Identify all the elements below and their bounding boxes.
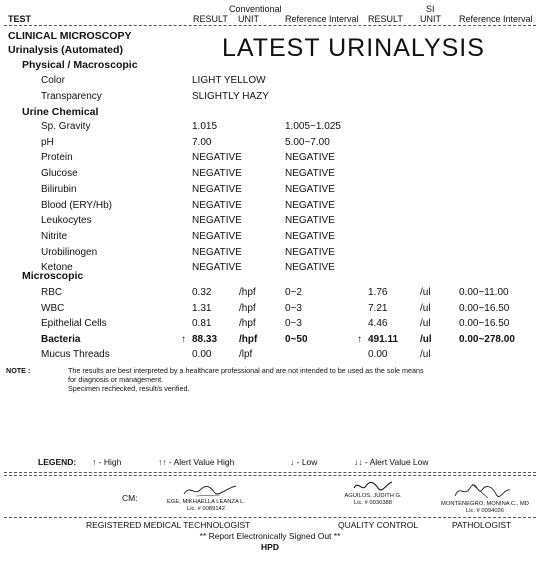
medtech-name: EGE, MIKHAELLA LEANZA L. — [167, 499, 245, 505]
note-line-2: for diagnosis or management. — [68, 375, 164, 384]
test-name: Sp. Gravity — [41, 121, 91, 132]
test-name: Protein — [41, 152, 73, 164]
legend-high-text: - High — [98, 457, 122, 467]
high-flag-icon: ↑ — [181, 333, 186, 345]
result-value: SLIGHTLY HAZY — [192, 91, 269, 102]
unit-si-value: /ul — [420, 302, 431, 314]
test-name: Bilirubin — [41, 183, 77, 195]
unit-column-header: UNIT — [238, 14, 259, 24]
test-name: WBC — [41, 302, 65, 314]
reference-value: NEGATIVE — [285, 246, 335, 258]
conventional-header: Conventional — [229, 4, 282, 14]
reference-value: 0~50 — [285, 333, 308, 345]
reference-value: 0~3 — [285, 302, 302, 314]
arrow-up-icon: ↑ — [92, 457, 97, 467]
result-si-value: 491.11 — [368, 333, 399, 345]
reference-value: NEGATIVE — [285, 262, 335, 274]
medtech-signature — [180, 480, 240, 500]
arrow-down-icon: ↓ — [290, 457, 295, 467]
unit-value: /hpf — [239, 333, 258, 345]
result-value: NEGATIVE — [192, 262, 242, 274]
result-si-value: 4.46 — [368, 318, 388, 329]
result-value: LIGHT YELLOW — [192, 75, 266, 86]
reference-value: NEGATIVE — [285, 168, 335, 180]
result-si-value: 1.76 — [368, 287, 388, 298]
unit-value: /hpf — [239, 318, 256, 329]
reference-column-header: Reference Interval — [285, 14, 359, 24]
reference-si-value: 0.00~278.00 — [459, 333, 515, 345]
test-name: Glucose — [41, 168, 78, 180]
pathologist-name: MONTENEGRO, MONINA C., MD — [441, 501, 529, 507]
unit-si-value: /ul — [420, 333, 432, 345]
legend-divider-1 — [4, 472, 536, 473]
result-value: 0.00 — [192, 349, 212, 360]
result-value: NEGATIVE — [192, 215, 242, 227]
result-value: 7.00 — [192, 136, 212, 148]
reference-value: NEGATIVE — [285, 183, 335, 195]
unit-value: /hpf — [239, 302, 256, 314]
qc-license: Lic. # 0030388 — [353, 500, 393, 506]
test-name: Transparency — [41, 91, 102, 102]
result-column-header: RESULT — [193, 14, 228, 24]
result-value: 0.81 — [192, 318, 212, 329]
legend-divider-2 — [4, 475, 536, 476]
section-clinical-microscopy: CLINICAL MICROSCOPY — [8, 30, 132, 42]
double-arrow-down-icon: ↓↓ — [354, 457, 363, 467]
legend-label: LEGEND: — [38, 457, 77, 467]
note-label: NOTE : — [6, 366, 31, 375]
unit-value: /hpf — [239, 287, 256, 298]
test-name: Nitrite — [41, 230, 68, 242]
header-divider — [4, 25, 536, 26]
report-code: HPD — [261, 542, 279, 552]
result-value: 0.32 — [192, 287, 212, 298]
reference-value: 1.005~1.025 — [285, 121, 341, 132]
legend-low-text: - Low — [296, 457, 318, 467]
unit-si-value: /ul — [420, 349, 431, 360]
test-name: Ketone — [41, 262, 73, 274]
pathologist-license: Lic. # 0094026 — [465, 508, 505, 514]
reference-value: 0~2 — [285, 287, 302, 298]
note-line-3: Specimen rechecked, result/s verified. — [68, 384, 190, 393]
test-name: Mucus Threads — [41, 349, 110, 360]
unit-si-value: /ul — [420, 318, 431, 329]
pathologist-role: PATHOLOGIST — [452, 520, 512, 530]
reference-value: NEGATIVE — [285, 215, 335, 227]
reference-si-column-header: Reference Interval — [459, 14, 533, 24]
signed-out-text: ** Report Electronically Signed Out ** — [199, 531, 341, 541]
legend-low — [290, 457, 317, 467]
pathologist-signature — [452, 480, 512, 502]
legend-alert-low — [354, 457, 429, 467]
result-value: 88.33 — [192, 333, 218, 345]
unit-si-value: /ul — [420, 287, 431, 298]
medtech-role: REGISTERED MEDICAL TECHNOLOGIST — [86, 520, 251, 530]
reference-value: NEGATIVE — [285, 152, 335, 164]
legend-alert-high — [158, 457, 234, 467]
legend-alert-low-text: - Alert Value Low — [364, 457, 429, 467]
reference-value: 0~3 — [285, 318, 302, 329]
legend-high — [92, 457, 121, 467]
qc-signature — [352, 478, 394, 494]
result-value: NEGATIVE — [192, 183, 242, 195]
unit-value: /lpf — [239, 349, 253, 360]
group-physical: Physical / Macroscopic — [22, 59, 138, 71]
reference-si-value: 0.00~16.50 — [459, 302, 510, 314]
result-si-column-header: RESULT — [368, 14, 403, 24]
result-value: NEGATIVE — [192, 230, 242, 242]
page-title: LATEST URINALYSIS — [222, 34, 485, 62]
double-arrow-up-icon: ↑↑ — [158, 457, 167, 467]
test-name: Epithelial Cells — [41, 318, 107, 329]
si-header: SI — [426, 4, 435, 14]
test-name: Bacteria — [41, 333, 81, 345]
test-name: Urobilinogen — [41, 246, 98, 258]
result-value: NEGATIVE — [192, 246, 242, 258]
test-name: Color — [41, 75, 65, 86]
group-microscopic: Microscopic — [22, 270, 84, 282]
test-column-header: TEST — [8, 14, 32, 24]
legend-alert-high-text: - Alert Value High — [168, 457, 235, 467]
qc-role: QUALITY CONTROL — [338, 520, 419, 530]
high-flag-si-icon: ↑ — [357, 333, 362, 345]
cm-label: CM: — [122, 493, 138, 503]
reference-value: 5.00~7.00 — [285, 136, 330, 148]
test-name: Blood (ERY/Hb) — [41, 199, 112, 211]
result-value: 1.31 — [192, 302, 212, 314]
reference-value: NEGATIVE — [285, 199, 335, 211]
result-value: NEGATIVE — [192, 199, 242, 211]
reference-si-value: 0.00~16.50 — [459, 318, 510, 329]
unit-si-column-header: UNIT — [420, 14, 441, 24]
result-si-value: 0.00 — [368, 349, 388, 360]
qc-name: AGUILOS, JUDITH G. — [344, 493, 402, 499]
result-value: NEGATIVE — [192, 152, 242, 164]
result-value: 1.015 — [192, 121, 218, 132]
result-si-value: 7.21 — [368, 302, 388, 314]
test-name: RBC — [41, 287, 63, 298]
reference-value: NEGATIVE — [285, 230, 335, 242]
signature-divider — [4, 517, 536, 518]
note-line-1: The results are best interpreted by a healthcare professional and are not intended to be used as the sole means — [68, 366, 424, 375]
test-name: Leukocytes — [41, 215, 92, 227]
test-name: pH — [41, 136, 54, 148]
result-value: NEGATIVE — [192, 168, 242, 180]
medtech-license: Lic. # 0089142 — [186, 506, 226, 512]
group-chemical: Urine Chemical — [22, 106, 99, 118]
reference-si-value: 0.00~11.00 — [459, 287, 509, 298]
section-urinalysis: Urinalysis (Automated) — [8, 44, 123, 56]
